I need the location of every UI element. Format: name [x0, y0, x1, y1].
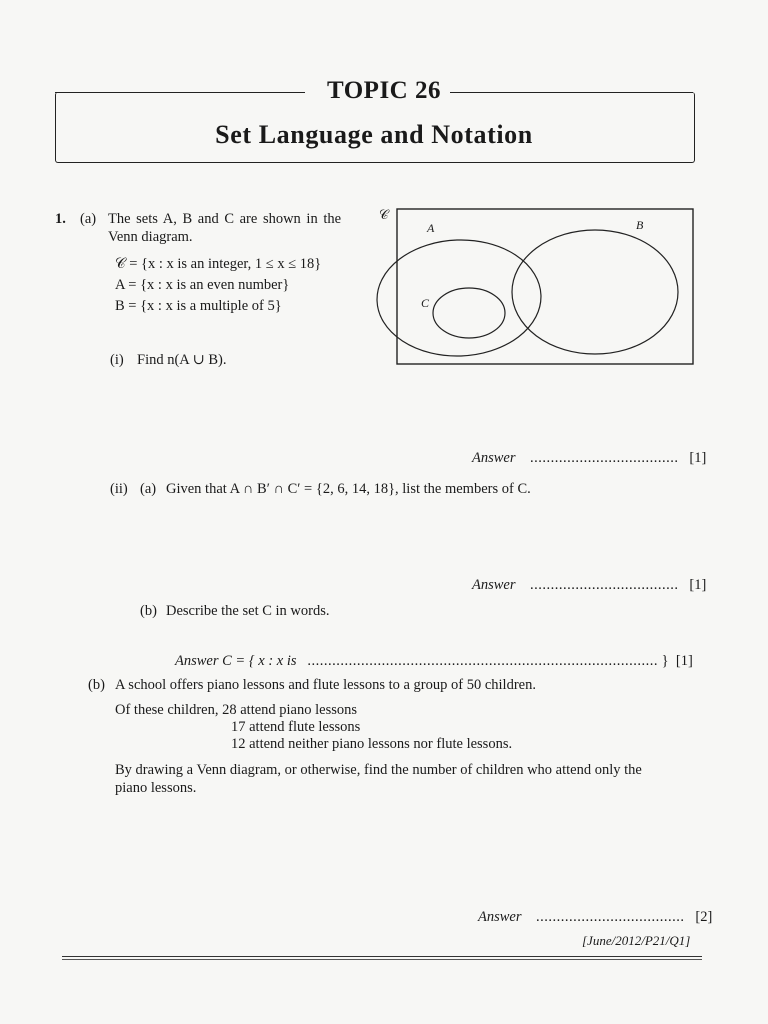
answer-label: Answer [472, 577, 516, 593]
mark: [1] [689, 577, 707, 593]
part-b-line-5: By drawing a Venn diagram, or otherwise, find the number of children who attend only the [115, 762, 642, 778]
source-reference: [June/2012/P21/Q1] [582, 933, 691, 948]
answer-line-b [478, 909, 712, 926]
answer-c-blank[interactable]: ..................................................................................... [307, 653, 659, 669]
answer-label: Answer [472, 450, 516, 466]
label-c: C [421, 296, 430, 310]
universal-rect [397, 209, 693, 364]
topic-number: TOPIC 26 [0, 77, 768, 105]
bottom-rule [62, 956, 702, 957]
mark: [1] [675, 653, 693, 669]
part-i-label: (i) [110, 352, 124, 368]
answer-line-ii-b [175, 653, 693, 670]
part-b-line-1: A school offers piano lessons and flute lessons to a group of 50 children. [115, 677, 536, 693]
set-b: B = {x : x is a multiple of 5} [115, 298, 282, 314]
answer-line-ii-a [472, 577, 706, 594]
universal-symbol: 𝒞 [379, 207, 389, 222]
set-c-ellipse [433, 288, 505, 338]
answer-blank[interactable]: .................................... [530, 577, 679, 593]
part-b-label: (b) [88, 677, 105, 693]
answer-c-prefix: Answer C = { x : x is [175, 653, 297, 669]
part-ii-a-text: Given that A ∩ B′ ∩ C′ = {2, 6, 14, 18}, list the members of C. [166, 481, 531, 497]
bottom-rule-thin [62, 959, 702, 960]
part-i-text: Find n(A ∪ B). [137, 352, 227, 368]
part-b-line-6: piano lessons. [115, 780, 197, 796]
set-universal: 𝒞 = {x : x is an integer, 1 ≤ x ≤ 18} [115, 256, 322, 272]
label-a: A [427, 221, 435, 235]
page-title: Set Language and Notation [215, 120, 533, 149]
answer-blank[interactable]: .................................... [530, 450, 679, 466]
part-b-line-4: 12 attend neither piano lessons nor flute lessons. [231, 736, 513, 752]
mark: [1] [689, 450, 707, 466]
part-a-label: (a) [80, 211, 97, 227]
answer-label: Answer [478, 909, 522, 925]
part-b-line-3: 17 attend flute lessons [231, 719, 361, 735]
part-ii-b-text: Describe the set C in words. [166, 603, 330, 619]
part-ii-label: (ii) [110, 481, 128, 497]
answer-blank[interactable]: .................................... [536, 909, 685, 925]
question-number: 1. [55, 211, 66, 227]
answer-line-i [472, 450, 706, 467]
set-a-ellipse [375, 237, 543, 359]
part-b-line-2: Of these children, 28 attend piano lessons [115, 702, 358, 718]
answer-c-suffix: } [661, 653, 669, 669]
label-b: B [636, 218, 644, 232]
part-ii-b-label: (b) [140, 603, 157, 619]
set-b-ellipse [512, 230, 678, 354]
part-ii-a-label: (a) [140, 481, 157, 497]
set-a: A = {x : x is an even number} [115, 277, 290, 293]
mark: [2] [695, 909, 713, 925]
intro-line-2: Venn diagram. [108, 229, 193, 245]
intro-line-1: The sets A, B and C are shown in the [108, 211, 342, 227]
venn-diagram [375, 205, 700, 370]
